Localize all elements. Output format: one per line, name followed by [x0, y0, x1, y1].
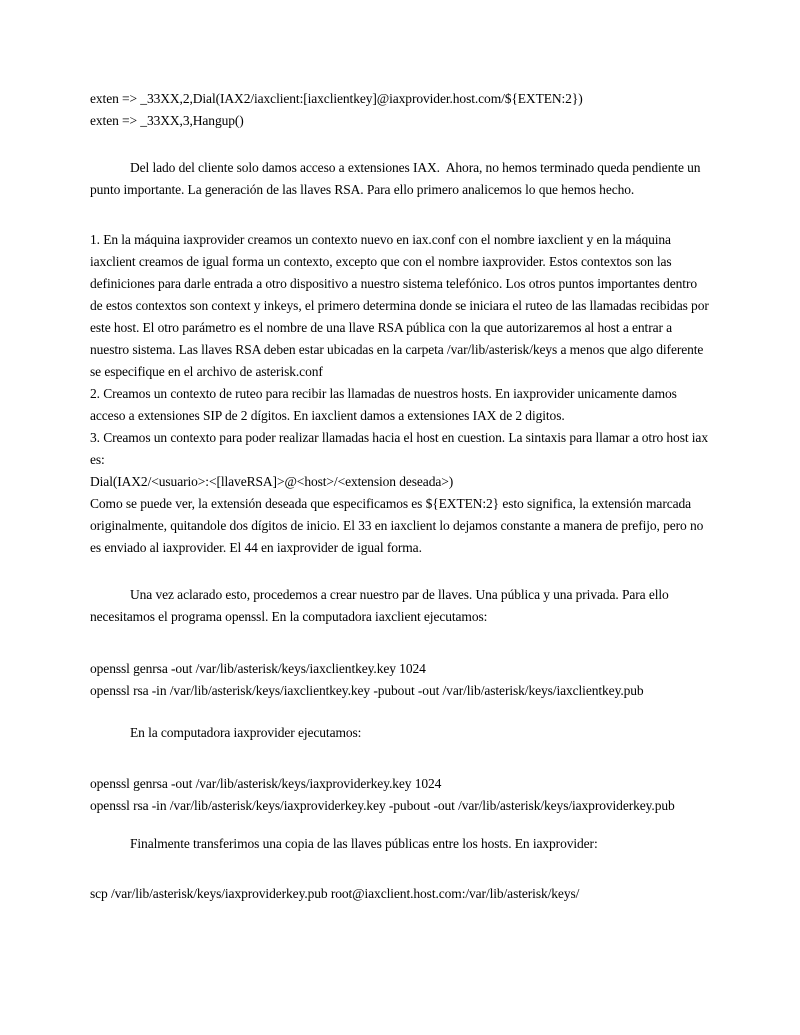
text-line: es enviado al iaxprovider. El 44 en iaxprovider de igual forma.	[90, 540, 422, 555]
text-line: iaxclient creamos de igual forma un contexto, excepto que con el nombre iaxprovider. Estos contextos son las	[90, 254, 672, 269]
text-line: definiciones para darle entrada a otro dispositivo a nuestro sistema telefónico. Los otros puntos importantes dentro	[90, 276, 697, 291]
paragraph-del-lado	[90, 157, 760, 201]
text-line: 3. Creamos un contexto para poder realizar llamadas hacia el host en cuestion. La sintaxis para llamar a otro host iax	[90, 430, 708, 445]
text-line: punto importante. La generación de las llaves RSA. Para ello primero analicemos lo que hemos hecho.	[90, 182, 635, 197]
text-line: Finalmente transferimos una copia de las llaves públicas entre los hosts. En iaxprovider:	[130, 836, 598, 851]
text-line: Dial(IAX2/<usuario>:<[llaveRSA]>@<host>/<extension deseada>)	[90, 474, 454, 489]
text-line: openssl genrsa -out /var/lib/asterisk/keys/iaxclientkey.key 1024	[90, 661, 426, 676]
text-line: 2. Creamos un contexto de ruteo para recibir las llamadas de nuestros hosts. En iaxprovider unicamente damos	[90, 386, 677, 401]
code-block-exten	[90, 88, 760, 132]
text-line: este host. El otro parámetro es el nombre de una llave RSA pública con la que autorizaremos al host a entrar a	[90, 320, 673, 335]
text-line: exten => _33XX,2,Dial(IAX2/iaxclient:[iaxclientkey]@iaxprovider.host.com/${EXTEN:2})	[90, 91, 583, 106]
text-line: openssl genrsa -out /var/lib/asterisk/keys/iaxproviderkey.key 1024	[90, 776, 442, 791]
code-block-openssl-iaxclient	[90, 658, 760, 702]
text-line: exten => _33XX,3,Hangup()	[90, 113, 244, 128]
text-line: necesitamos el programa openssl. En la computadora iaxclient ejecutamos:	[90, 609, 488, 624]
text-line: Del lado del cliente solo damos acceso a extensiones IAX. Ahora, no hemos terminado queda pendiente un	[130, 160, 701, 175]
text-line: En la computadora iaxprovider ejecutamos:	[130, 725, 362, 740]
paragraph-en-la-computadora	[90, 722, 760, 744]
code-block-openssl-iaxprovider	[90, 773, 760, 817]
text-line: acceso a extensiones SIP de 2 dígitos. En iaxclient damos a extensiones IAX de 2 digitos.	[90, 408, 565, 423]
text-line: nuestro sistema. Las llaves RSA deben estar ubicadas en la carpeta /var/lib/asterisk/keys a menos que algo diferente	[90, 342, 704, 357]
text-line: Como se puede ver, la extensión deseada que especificamos es ${EXTEN:2} esto significa, la extensión marcada	[90, 496, 692, 511]
text-line: es:	[90, 452, 105, 467]
paragraph-una-vez	[90, 584, 760, 628]
paragraph-pasos-numerados	[90, 229, 760, 559]
text-line: openssl rsa -in /var/lib/asterisk/keys/iaxclientkey.key -pubout -out /var/lib/asterisk/keys/iaxclientkey.pub	[90, 683, 644, 698]
text-line: openssl rsa -in /var/lib/asterisk/keys/iaxproviderkey.key -pubout -out /var/lib/asterisk/keys/iaxproviderkey.pub	[90, 798, 675, 813]
text-line: 1. En la máquina iaxprovider creamos un contexto nuevo en iax.conf con el nombre iaxclient y en la máquina	[90, 232, 671, 247]
text-line: originalmente, quitandole dos dígitos de inicio. El 33 en iaxclient lo dejamos constante a manera de prefijo, pero no	[90, 518, 704, 533]
text-line: se especifique en el archivo de asterisk.conf	[90, 364, 323, 379]
code-block-scp	[90, 883, 760, 905]
text-line: Una vez aclarado esto, procedemos a crear nuestro par de llaves. Una pública y una privada. Para ello	[130, 587, 669, 602]
text-line: de estos contextos son context y inkeys, el primero determina donde se iniciara el ruteo de las llamadas recibidas por	[90, 298, 709, 313]
paragraph-finalmente	[90, 833, 760, 855]
text-line: scp /var/lib/asterisk/keys/iaxproviderkey.pub root@iaxclient.host.com:/var/lib/asterisk/keys/	[90, 886, 580, 901]
